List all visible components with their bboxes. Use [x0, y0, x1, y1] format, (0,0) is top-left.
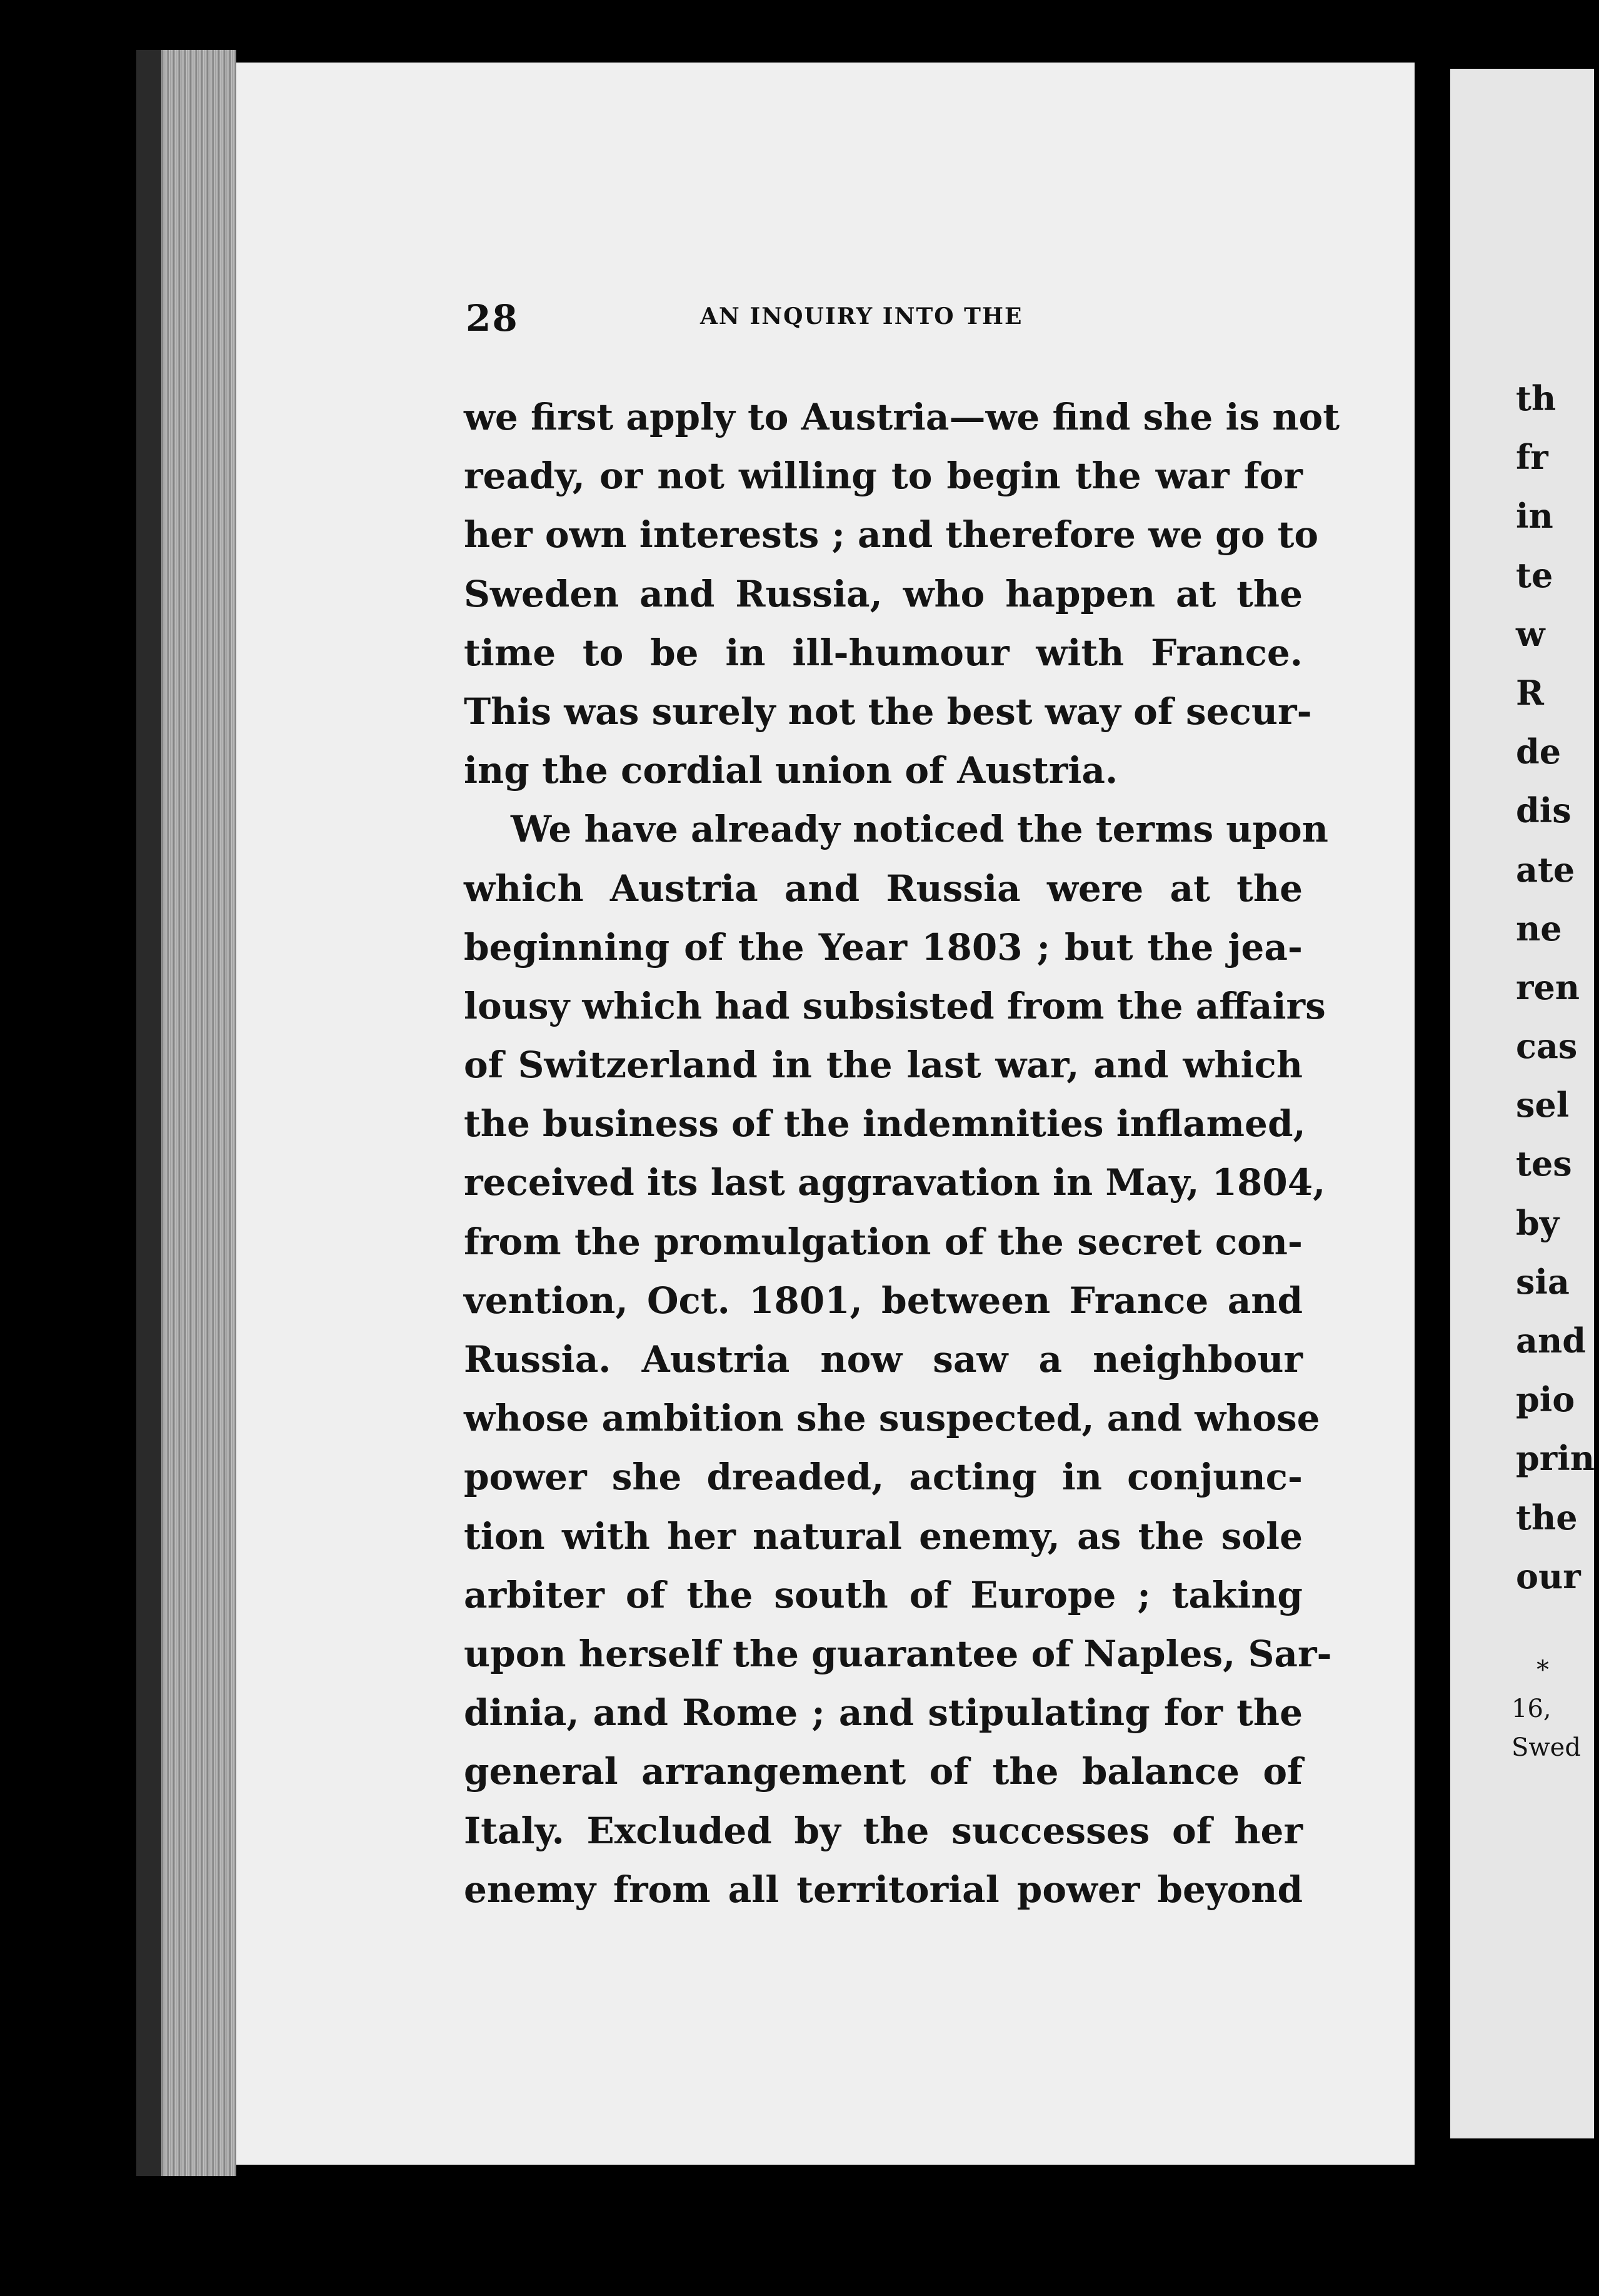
footnote-line: 16, [1511, 1694, 1551, 1723]
facing-line: and [1516, 1321, 1586, 1361]
facing-line: by [1516, 1202, 1560, 1243]
facing-line: th [1516, 378, 1556, 418]
body-text [464, 388, 1340, 1919]
text-line: whose ambition she suspected, and whose [464, 1397, 1320, 1440]
text-line: tion with her natural enemy, as the sole [464, 1514, 1303, 1558]
text-line: dinia, and Rome ; and stipulating for the [464, 1691, 1303, 1735]
facing-line: in [1516, 496, 1553, 536]
text-line: beginning of the Year 1803 ; but the jea- [464, 925, 1303, 969]
facing-line: ate [1516, 849, 1575, 890]
text-line: Italy. Excluded by the successes of her [464, 1809, 1303, 1852]
facing-line: sel [1516, 1085, 1570, 1125]
facing-line: the [1516, 1497, 1578, 1538]
facing-line: R [1516, 672, 1544, 713]
facing-line: w [1516, 613, 1545, 654]
text-line: which Austria and Russia were at the [464, 867, 1303, 910]
facing-line: fr [1516, 437, 1548, 478]
facing-footnote [1511, 1651, 1599, 1767]
text-line: of Switzerland in the last war, and which [464, 1044, 1303, 1087]
facing-line: our [1516, 1556, 1581, 1596]
text-line: lousy which had subsisted from the affairs [464, 984, 1326, 1027]
text-line: ready, or not willing to begin the war for [464, 455, 1303, 498]
facing-line: ren [1516, 967, 1580, 1007]
text-line: ing the cordial union of Austria. [464, 749, 1118, 792]
text-line: her own interests ; and therefore we go to [464, 513, 1319, 556]
text-line: power she dreaded, acting in conjunc- [464, 1456, 1303, 1499]
text-line: enemy from all territorial power beyond [464, 1868, 1303, 1911]
text-line: from the promulgation of the secret con- [464, 1220, 1303, 1263]
facing-line: te [1516, 555, 1553, 595]
text-line: received its last aggravation in May, 1804, [464, 1161, 1326, 1204]
page-number: 28 [466, 297, 519, 340]
text-line: time to be in ill-humour with France. [464, 631, 1303, 674]
facing-line: prin [1516, 1438, 1595, 1479]
facing-line: pio [1516, 1379, 1575, 1420]
text-line: Russia. Austria now saw a neighbour [464, 1338, 1303, 1381]
running-title: AN INQUIRY INTO THE [700, 303, 1023, 330]
facing-line: tes [1516, 1144, 1572, 1184]
facing-line: de [1516, 732, 1561, 772]
text-line: arbiter of the south of Europe ; taking [464, 1573, 1303, 1616]
text-line: upon herself the guarantee of Naples, Sar- [464, 1632, 1332, 1675]
footnote-line: Swed [1511, 1733, 1581, 1762]
text-line: general arrangement of the balance of [464, 1750, 1303, 1793]
facing-line: ne [1516, 908, 1562, 949]
facing-page-text [1516, 369, 1597, 1606]
text-line: We have already noticed the terms upon [511, 808, 1328, 851]
facing-line: dis [1516, 790, 1571, 831]
text-line: we first apply to Austria—we find she is not [464, 396, 1340, 438]
footnote-marker: * [1536, 1656, 1549, 1684]
text-line: Sweden and Russia, who happen at the [464, 572, 1303, 615]
facing-line: cas [1516, 1026, 1578, 1067]
facing-line: sia [1516, 1261, 1570, 1302]
page-edges [136, 50, 236, 2176]
text-line: vention, Oct. 1801, between France and [464, 1279, 1303, 1322]
running-head [466, 297, 1303, 341]
text-line: the business of the indemnities inflamed, [464, 1102, 1306, 1145]
text-line: This was surely not the best way of secur- [464, 690, 1312, 733]
